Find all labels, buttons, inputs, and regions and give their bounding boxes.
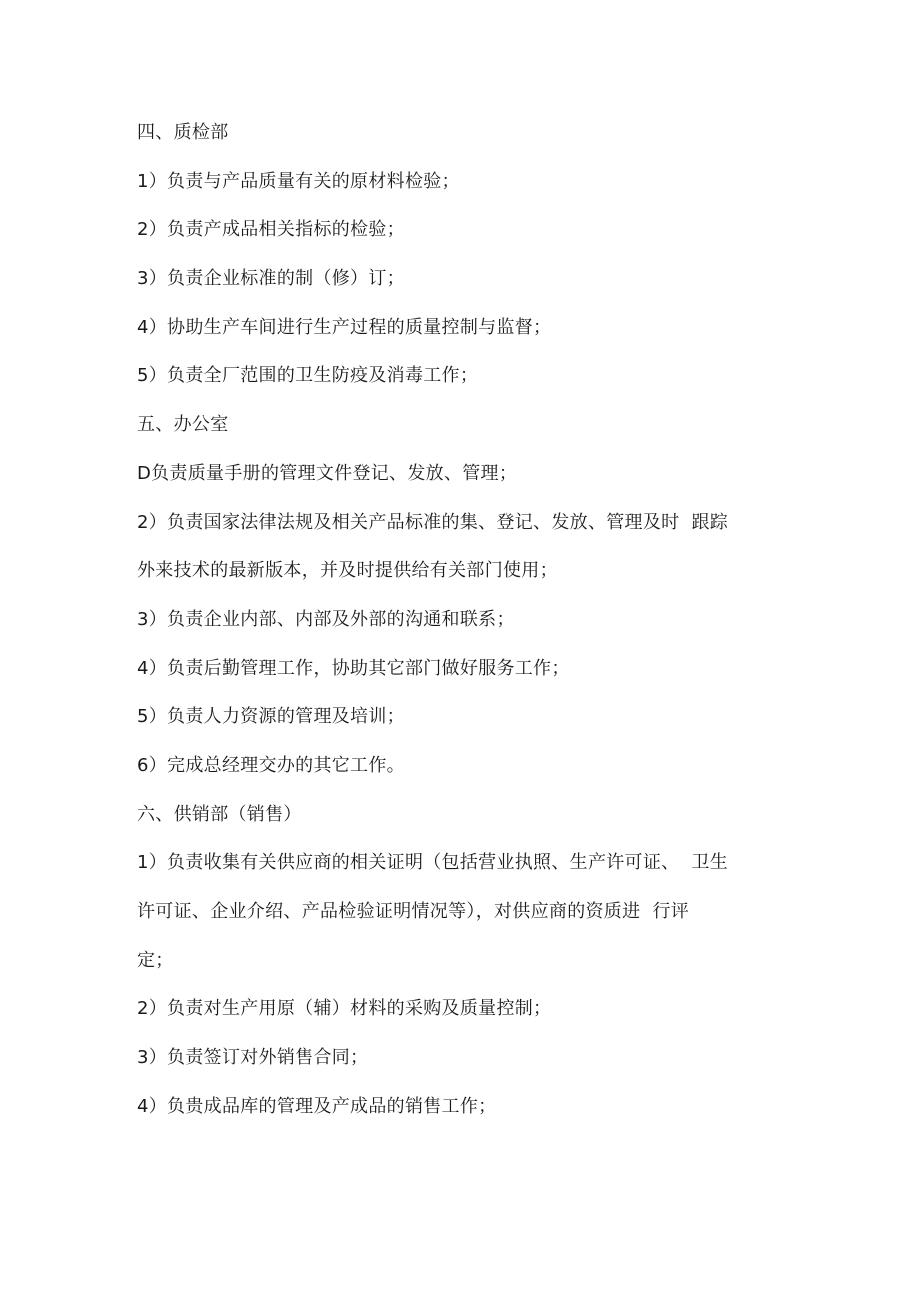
- text-line: 3）负责企业标准的制（修）订；: [137, 268, 405, 290]
- section-heading-sales: 六、供销部（销售）: [137, 803, 302, 825]
- text-line: 定；: [137, 949, 174, 971]
- text-line: D负责质量手册的管理文件登记、发放、管理；: [137, 462, 518, 484]
- text-line: 3）负责签订对外销售合同；: [137, 1047, 369, 1069]
- text-line: 4）负责后勤管理工作，协助其它部门做好服务工作；: [137, 657, 570, 679]
- text-line: 5）负责人力资源的管理及培训；: [137, 706, 405, 728]
- text-line: 2）负责国家法律法规及相关产品标准的集、登记、发放、管理及时 跟踪: [137, 511, 729, 533]
- text-line: 4）负贵成品库的管理及产成品的销售工作；: [137, 1095, 497, 1117]
- text-line: 外来技术的最新版本，并及时提供给有关部门使用；: [137, 560, 558, 582]
- text-line: 4）协助生产车间进行生产过程的质量控制与监督；: [137, 316, 552, 338]
- document-body: [137, 109, 797, 1131]
- text-line: 1）负责收集有关供应商的相关证明（包括营业执照、生产许可证、 卫生: [137, 852, 729, 874]
- section-heading-office: 五、办公室: [137, 414, 229, 436]
- text-line: 1）负责与产品质量有关的原材料检验；: [137, 170, 460, 192]
- section-heading-quality-inspection: 四、质检部: [137, 122, 229, 143]
- text-line: 5）负责全厂范围的卫生防疫及消毒工作；: [137, 365, 479, 387]
- text-line: 2）负责产成品相关指标的检验；: [137, 219, 405, 241]
- text-line: 2）负责对生产用原（辅）材料的采购及质量控制；: [137, 998, 552, 1020]
- text-line: 3）负责企业内部、内部及外部的沟通和联系；: [137, 608, 515, 630]
- text-line: 6）完成总经理交办的其它工作。: [137, 754, 405, 776]
- text-line: 许可证、企业介绍、产品检验证明情况等），对供应商的资质进 行评: [137, 901, 690, 922]
